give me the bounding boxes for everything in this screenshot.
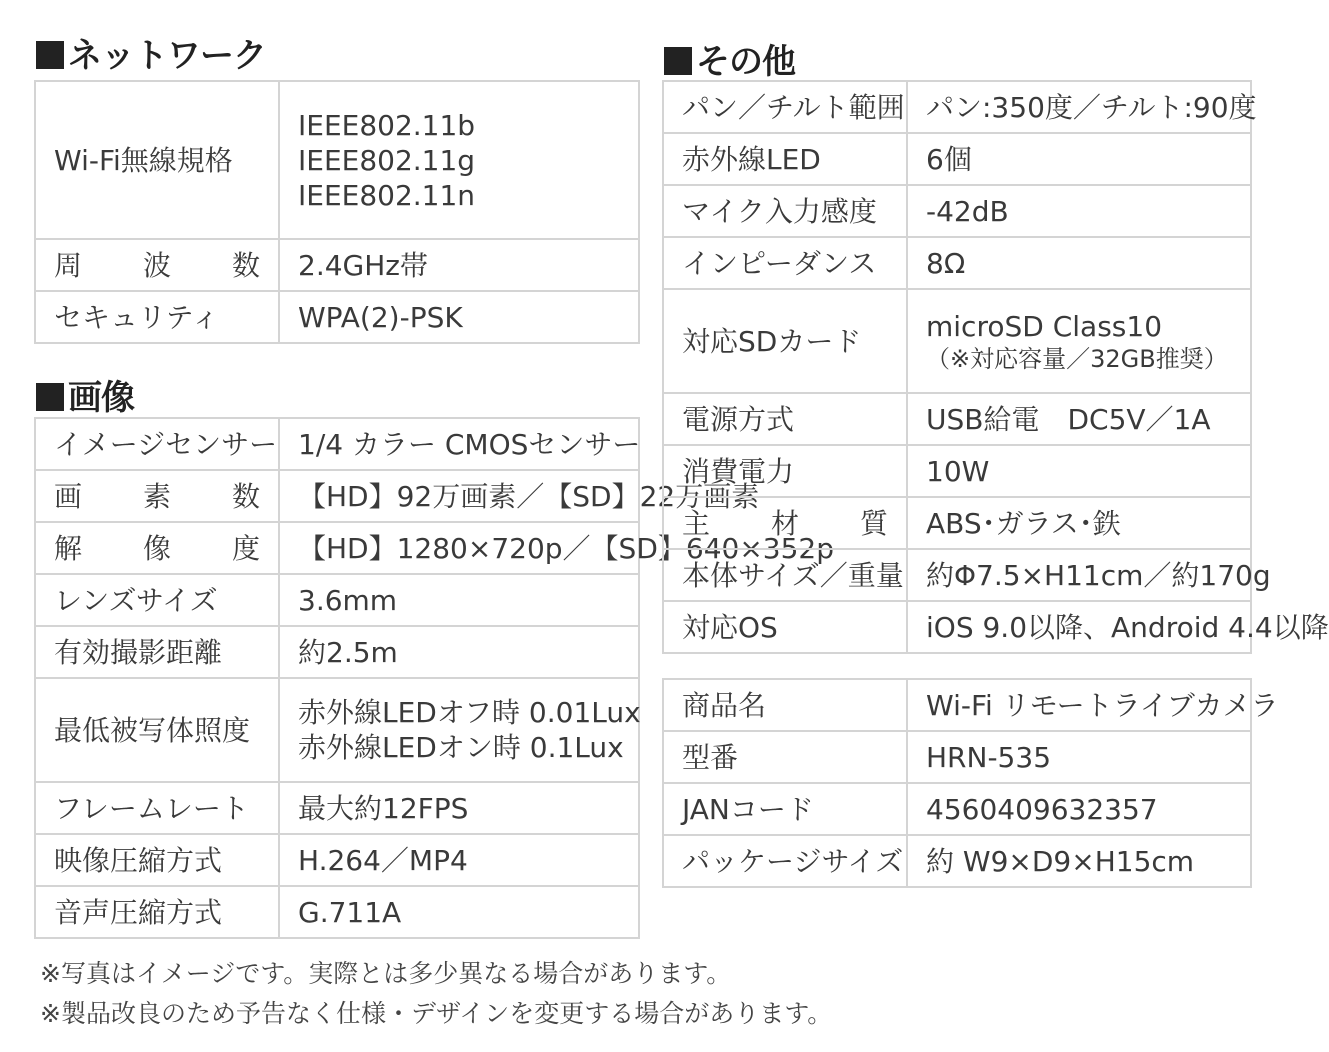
spec-label: 映像圧縮方式	[35, 834, 279, 886]
spec-value	[907, 393, 1251, 445]
spec-value-line: 3.6mm	[298, 583, 398, 617]
spec-value-line: HRN-535	[926, 740, 1052, 774]
spec-label: 型番	[663, 731, 907, 783]
spec-label	[35, 470, 279, 522]
network-spec-table	[34, 80, 640, 344]
spec-label	[35, 522, 279, 574]
spec-row	[35, 678, 639, 782]
spec-value-line: iOS 9.0以降、Android 4.4以降	[926, 610, 1329, 644]
spec-value	[907, 497, 1251, 549]
spec-row	[663, 679, 1251, 731]
spec-label: 消費電力	[663, 445, 907, 497]
image-section-title	[36, 370, 134, 419]
spec-value	[907, 289, 1251, 393]
spec-value-line: USB給電 DC5V／1A	[926, 402, 1211, 436]
spec-label: イメージセンサー	[35, 418, 279, 470]
other-spec-table	[662, 80, 1329, 654]
spec-value-line: IEEE802.11n	[298, 178, 476, 212]
spec-value	[279, 239, 639, 291]
spec-label: レンズサイズ	[35, 574, 279, 626]
spec-label: 赤外線LED	[663, 133, 907, 185]
notes	[40, 954, 832, 1034]
spec-value	[279, 678, 639, 782]
spec-row	[663, 133, 1251, 185]
spec-label	[35, 239, 279, 291]
spec-value	[907, 835, 1251, 887]
spec-value	[907, 133, 1251, 185]
spec-row	[35, 782, 639, 834]
spec-label: セキュリティ	[35, 291, 279, 343]
spec-value	[279, 522, 835, 574]
spec-row	[663, 549, 1251, 601]
spec-label: 音声圧縮方式	[35, 886, 279, 938]
spec-row	[663, 601, 1251, 653]
spec-label: 商品名	[663, 679, 907, 731]
spec-row	[35, 886, 639, 938]
spec-row	[663, 731, 1251, 783]
network-section-title	[36, 28, 266, 77]
image-title-text: 画像	[68, 378, 134, 418]
spec-value-line: IEEE802.11b	[298, 108, 476, 142]
spec-row	[663, 81, 1251, 133]
spec-row	[663, 445, 1251, 497]
spec-value-line: 10W	[926, 454, 990, 488]
spec-row	[35, 81, 639, 239]
spec-value	[279, 291, 639, 343]
spec-value-line: 赤外線LEDオフ時 0.01Lux	[298, 696, 641, 729]
spec-row	[35, 470, 639, 522]
spec-row	[663, 497, 1251, 549]
spec-value-line: 2.4GHz帯	[298, 248, 428, 282]
spec-label-text: 周 波 数	[54, 248, 260, 282]
square-bullet-icon	[36, 41, 64, 69]
spec-value-line: 4560409632357	[926, 792, 1158, 826]
spec-label: 有効撮影距離	[35, 626, 279, 678]
spec-value	[279, 574, 639, 626]
spec-row	[663, 185, 1251, 237]
spec-row	[663, 237, 1251, 289]
other-title-text: その他	[696, 42, 795, 82]
spec-label: Wi-Fi無線規格	[35, 81, 279, 239]
spec-value-line: 赤外線LEDオン時 0.1Lux	[298, 731, 624, 764]
spec-value	[907, 679, 1279, 731]
spec-value	[279, 418, 639, 470]
spec-value-line: 約Φ7.5×H11cm／約170g	[926, 558, 1271, 592]
spec-value-line: 1/4 カラー CMOSセンサー	[298, 427, 641, 461]
spec-label: 本体サイズ／重量	[663, 549, 907, 601]
spec-value-line: パン:350度／チルト:90度	[926, 90, 1257, 124]
note-line: ※製品改良のため予告なく仕様・デザインを変更する場合があります。	[40, 999, 833, 1028]
spec-value	[907, 185, 1251, 237]
spec-label: 対応SDカード	[663, 289, 907, 393]
spec-value	[279, 834, 639, 886]
spec-value-line: H.264／MP4	[298, 843, 468, 877]
spec-label: 対応OS	[663, 601, 907, 653]
square-bullet-icon	[664, 47, 692, 75]
spec-value-line: 8Ω	[926, 246, 966, 280]
spec-label: フレームレート	[35, 782, 279, 834]
spec-value	[279, 626, 639, 678]
spec-label: マイク入力感度	[663, 185, 907, 237]
spec-row	[663, 393, 1251, 445]
spec-value	[279, 81, 639, 239]
spec-value-line: 最大約12FPS	[298, 791, 469, 825]
spec-label: 電源方式	[663, 393, 907, 445]
spec-row	[35, 522, 639, 574]
spec-value-line: microSD Class10	[926, 309, 1163, 343]
spec-row	[35, 574, 639, 626]
spec-row	[35, 834, 639, 886]
spec-row	[35, 626, 639, 678]
spec-value	[279, 782, 639, 834]
spec-label: インピーダンス	[663, 237, 907, 289]
square-bullet-icon	[36, 383, 64, 411]
network-title-text: ネットワーク	[68, 36, 266, 76]
spec-value-line: Wi-Fi リモートライブカメラ	[926, 688, 1279, 722]
spec-label: パン／チルト範囲	[663, 81, 907, 133]
spec-row	[35, 239, 639, 291]
spec-value-line: -42dB	[926, 194, 1009, 228]
spec-label-text: 解 像 度	[54, 531, 260, 565]
spec-row	[663, 783, 1251, 835]
spec-label-text: 画 素 数	[54, 479, 260, 513]
spec-value-line: 【HD】1280×720p／【SD】640×352p	[298, 531, 835, 565]
spec-label: パッケージサイズ	[663, 835, 907, 887]
spec-value	[907, 237, 1251, 289]
spec-label-text: 主 材 質	[682, 506, 888, 540]
spec-value	[907, 731, 1251, 783]
spec-value-line: G.711A	[298, 895, 402, 929]
spec-row	[35, 291, 639, 343]
spec-value-line: 約2.5m	[298, 635, 398, 669]
spec-value	[907, 783, 1251, 835]
spec-value-line: IEEE802.11g	[298, 143, 476, 177]
spec-row	[663, 289, 1251, 393]
spec-value-line: 約 W9×D9×H15cm	[926, 844, 1195, 878]
spec-value	[907, 549, 1271, 601]
spec-value	[279, 886, 639, 938]
spec-value	[907, 81, 1257, 133]
spec-value-line: ABS･ガラス･鉄	[926, 506, 1121, 540]
spec-row	[35, 418, 639, 470]
spec-value	[907, 445, 1251, 497]
other-section-title	[664, 34, 795, 83]
spec-value-line: 【HD】92万画素／【SD】22万画素	[298, 479, 760, 513]
product-spec-table	[662, 678, 1279, 888]
spec-value-line: 6個	[926, 142, 972, 176]
spec-row	[663, 835, 1251, 887]
spec-value	[907, 601, 1329, 653]
spec-value	[279, 470, 760, 522]
spec-label: 最低被写体照度	[35, 678, 279, 782]
spec-value-line: WPA(2)-PSK	[298, 300, 463, 334]
spec-label	[663, 497, 907, 549]
spec-value-line: （※対応容量／32GB推奨）	[926, 344, 1228, 373]
note-line: ※写真はイメージです。実際とは多少異なる場合があります。	[40, 959, 732, 988]
spec-label: JANコード	[663, 783, 907, 835]
